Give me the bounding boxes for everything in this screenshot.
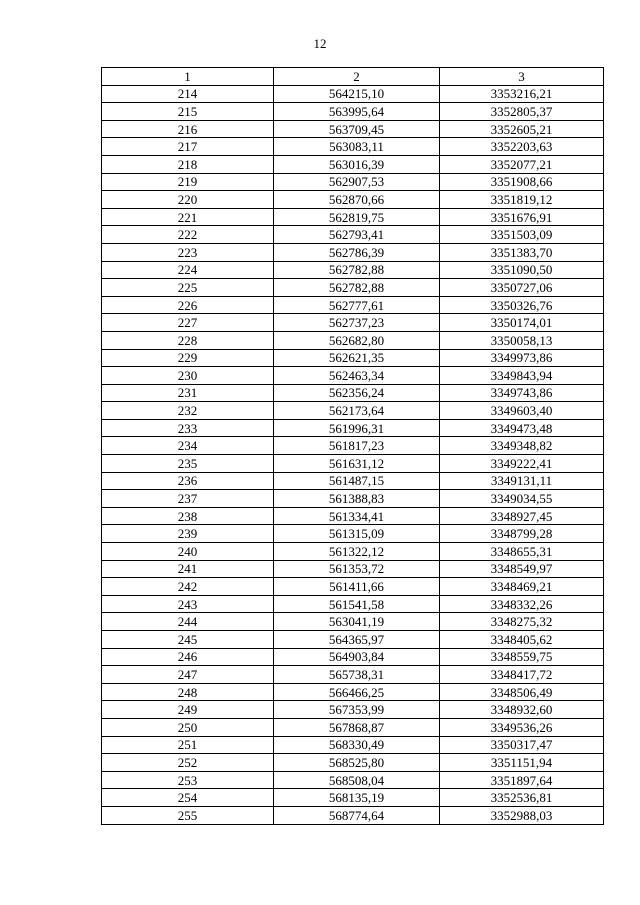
- x-coordinate-cell: 568774,64: [274, 806, 440, 824]
- table-row: [102, 208, 604, 226]
- x-coordinate-cell: 562786,39: [274, 243, 440, 261]
- y-coordinate-cell: 3351819,12: [440, 191, 604, 209]
- x-coordinate-cell: 561322,12: [274, 543, 440, 561]
- point-number-cell: 216: [102, 120, 274, 138]
- x-coordinate-cell: 561411,66: [274, 578, 440, 596]
- point-number-cell: 238: [102, 507, 274, 525]
- y-coordinate-cell: 3350174,01: [440, 314, 604, 332]
- x-coordinate-cell: 561487,15: [274, 472, 440, 490]
- table-row: [102, 331, 604, 349]
- point-number-cell: 231: [102, 384, 274, 402]
- table-row: [102, 349, 604, 367]
- point-number-cell: 223: [102, 243, 274, 261]
- point-number-cell: 220: [102, 191, 274, 209]
- point-number-cell: 230: [102, 367, 274, 385]
- x-coordinate-cell: 567868,87: [274, 718, 440, 736]
- point-number-cell: 235: [102, 455, 274, 473]
- table-row: [102, 402, 604, 420]
- x-coordinate-cell: 561334,41: [274, 507, 440, 525]
- point-number-cell: 242: [102, 578, 274, 596]
- x-coordinate-cell: 562782,88: [274, 279, 440, 297]
- y-coordinate-cell: 3348275,32: [440, 613, 604, 631]
- x-coordinate-cell: 568135,19: [274, 789, 440, 807]
- x-coordinate-cell: 562463,34: [274, 367, 440, 385]
- y-coordinate-cell: 3350727,06: [440, 279, 604, 297]
- point-number-cell: 217: [102, 138, 274, 156]
- table-row: [102, 736, 604, 754]
- table-row: [102, 631, 604, 649]
- x-coordinate-cell: 561388,83: [274, 490, 440, 508]
- x-coordinate-cell: 562356,24: [274, 384, 440, 402]
- point-number-cell: 221: [102, 208, 274, 226]
- point-number-cell: 236: [102, 472, 274, 490]
- table-row: [102, 648, 604, 666]
- x-coordinate-cell: 562777,61: [274, 296, 440, 314]
- x-coordinate-cell: 562173,64: [274, 402, 440, 420]
- table-row: [102, 613, 604, 631]
- x-coordinate-cell: 562682,80: [274, 331, 440, 349]
- point-number-cell: 251: [102, 736, 274, 754]
- y-coordinate-cell: 3353216,21: [440, 85, 604, 103]
- point-number-cell: 233: [102, 419, 274, 437]
- y-coordinate-cell: 3348932,60: [440, 701, 604, 719]
- table-row: [102, 507, 604, 525]
- point-number-cell: 253: [102, 771, 274, 789]
- table-row: [102, 683, 604, 701]
- point-number-cell: 227: [102, 314, 274, 332]
- point-number-cell: 244: [102, 613, 274, 631]
- column-header-3: 3: [440, 68, 604, 86]
- x-coordinate-cell: 561817,23: [274, 437, 440, 455]
- x-coordinate-cell: 563083,11: [274, 138, 440, 156]
- point-number-cell: 237: [102, 490, 274, 508]
- table-row: [102, 789, 604, 807]
- y-coordinate-cell: 3352077,21: [440, 155, 604, 173]
- point-number-cell: 219: [102, 173, 274, 191]
- y-coordinate-cell: 3349536,26: [440, 718, 604, 736]
- table-row: [102, 718, 604, 736]
- table-row: [102, 191, 604, 209]
- table-row: [102, 490, 604, 508]
- point-number-cell: 254: [102, 789, 274, 807]
- table-row: [102, 279, 604, 297]
- table-row: [102, 243, 604, 261]
- y-coordinate-cell: 3348549,97: [440, 560, 604, 578]
- point-number-cell: 229: [102, 349, 274, 367]
- y-coordinate-cell: 3351383,70: [440, 243, 604, 261]
- table-row: [102, 560, 604, 578]
- y-coordinate-cell: 3349743,86: [440, 384, 604, 402]
- y-coordinate-cell: 3349603,40: [440, 402, 604, 420]
- x-coordinate-cell: 562793,41: [274, 226, 440, 244]
- table-row: [102, 701, 604, 719]
- table-row: [102, 155, 604, 173]
- x-coordinate-cell: 564365,97: [274, 631, 440, 649]
- y-coordinate-cell: 3349131,11: [440, 472, 604, 490]
- table-row: [102, 472, 604, 490]
- x-coordinate-cell: 566466,25: [274, 683, 440, 701]
- point-number-cell: 246: [102, 648, 274, 666]
- point-number-cell: 226: [102, 296, 274, 314]
- table-row: [102, 578, 604, 596]
- x-coordinate-cell: 562737,23: [274, 314, 440, 332]
- table-row: [102, 595, 604, 613]
- point-number-cell: 222: [102, 226, 274, 244]
- point-number-cell: 243: [102, 595, 274, 613]
- x-coordinate-cell: 562819,75: [274, 208, 440, 226]
- x-coordinate-cell: 568525,80: [274, 754, 440, 772]
- y-coordinate-cell: 3351090,50: [440, 261, 604, 279]
- table-row: [102, 455, 604, 473]
- y-coordinate-cell: 3348469,21: [440, 578, 604, 596]
- y-coordinate-cell: 3349473,48: [440, 419, 604, 437]
- table-row: [102, 226, 604, 244]
- coordinates-table: [101, 67, 604, 825]
- x-coordinate-cell: 561541,58: [274, 595, 440, 613]
- table-row: [102, 120, 604, 138]
- point-number-cell: 232: [102, 402, 274, 420]
- table-row: [102, 771, 604, 789]
- point-number-cell: 255: [102, 806, 274, 824]
- x-coordinate-cell: 563041,19: [274, 613, 440, 631]
- point-number-cell: 248: [102, 683, 274, 701]
- table-body: [102, 85, 604, 824]
- y-coordinate-cell: 3349348,82: [440, 437, 604, 455]
- x-coordinate-cell: 561631,12: [274, 455, 440, 473]
- table-row: [102, 806, 604, 824]
- y-coordinate-cell: 3348559,75: [440, 648, 604, 666]
- point-number-cell: 247: [102, 666, 274, 684]
- y-coordinate-cell: 3351151,94: [440, 754, 604, 772]
- point-number-cell: 215: [102, 103, 274, 121]
- y-coordinate-cell: 3351503,09: [440, 226, 604, 244]
- point-number-cell: 225: [102, 279, 274, 297]
- y-coordinate-cell: 3348799,28: [440, 525, 604, 543]
- table-row: [102, 384, 604, 402]
- x-coordinate-cell: 564215,10: [274, 85, 440, 103]
- y-coordinate-cell: 3352203,63: [440, 138, 604, 156]
- point-number-cell: 249: [102, 701, 274, 719]
- y-coordinate-cell: 3352988,03: [440, 806, 604, 824]
- table-row: [102, 419, 604, 437]
- table-row: [102, 666, 604, 684]
- y-coordinate-cell: 3348927,45: [440, 507, 604, 525]
- y-coordinate-cell: 3352805,37: [440, 103, 604, 121]
- x-coordinate-cell: 563709,45: [274, 120, 440, 138]
- x-coordinate-cell: 563995,64: [274, 103, 440, 121]
- x-coordinate-cell: 563016,39: [274, 155, 440, 173]
- point-number-cell: 224: [102, 261, 274, 279]
- y-coordinate-cell: 3349222,41: [440, 455, 604, 473]
- point-number-cell: 218: [102, 155, 274, 173]
- table-row: [102, 543, 604, 561]
- y-coordinate-cell: 3352605,21: [440, 120, 604, 138]
- x-coordinate-cell: 568508,04: [274, 771, 440, 789]
- point-number-cell: 214: [102, 85, 274, 103]
- x-coordinate-cell: 561996,31: [274, 419, 440, 437]
- y-coordinate-cell: 3352536,81: [440, 789, 604, 807]
- x-coordinate-cell: 562621,35: [274, 349, 440, 367]
- y-coordinate-cell: 3348506,49: [440, 683, 604, 701]
- table-row: [102, 103, 604, 121]
- x-coordinate-cell: 565738,31: [274, 666, 440, 684]
- y-coordinate-cell: 3350317,47: [440, 736, 604, 754]
- x-coordinate-cell: 562782,88: [274, 261, 440, 279]
- page-number: 12: [313, 36, 327, 51]
- table-row: [102, 367, 604, 385]
- y-coordinate-cell: 3351676,91: [440, 208, 604, 226]
- table-row: [102, 437, 604, 455]
- y-coordinate-cell: 3348655,31: [440, 543, 604, 561]
- point-number-cell: 239: [102, 525, 274, 543]
- x-coordinate-cell: 564903,84: [274, 648, 440, 666]
- point-number-cell: 228: [102, 331, 274, 349]
- table-row: [102, 314, 604, 332]
- y-coordinate-cell: 3349843,94: [440, 367, 604, 385]
- y-coordinate-cell: 3351897,64: [440, 771, 604, 789]
- x-coordinate-cell: 562907,53: [274, 173, 440, 191]
- x-coordinate-cell: 562870,66: [274, 191, 440, 209]
- x-coordinate-cell: 561353,72: [274, 560, 440, 578]
- x-coordinate-cell: 568330,49: [274, 736, 440, 754]
- table-row: [102, 525, 604, 543]
- table-row: [102, 261, 604, 279]
- x-coordinate-cell: 561315,09: [274, 525, 440, 543]
- point-number-cell: 234: [102, 437, 274, 455]
- point-number-cell: 250: [102, 718, 274, 736]
- y-coordinate-cell: 3349973,86: [440, 349, 604, 367]
- y-coordinate-cell: 3350058,13: [440, 331, 604, 349]
- y-coordinate-cell: 3351908,66: [440, 173, 604, 191]
- table-row: [102, 138, 604, 156]
- table-row: [102, 296, 604, 314]
- point-number-cell: 245: [102, 631, 274, 649]
- table-row: [102, 85, 604, 103]
- column-header-2: 2: [274, 68, 440, 86]
- column-header-1: 1: [102, 68, 274, 86]
- y-coordinate-cell: 3348417,72: [440, 666, 604, 684]
- point-number-cell: 240: [102, 543, 274, 561]
- y-coordinate-cell: 3349034,55: [440, 490, 604, 508]
- table-row: [102, 754, 604, 772]
- y-coordinate-cell: 3348332,26: [440, 595, 604, 613]
- point-number-cell: 241: [102, 560, 274, 578]
- x-coordinate-cell: 567353,99: [274, 701, 440, 719]
- table-row: [102, 173, 604, 191]
- point-number-cell: 252: [102, 754, 274, 772]
- y-coordinate-cell: 3348405,62: [440, 631, 604, 649]
- table-header-row: [102, 68, 604, 86]
- y-coordinate-cell: 3350326,76: [440, 296, 604, 314]
